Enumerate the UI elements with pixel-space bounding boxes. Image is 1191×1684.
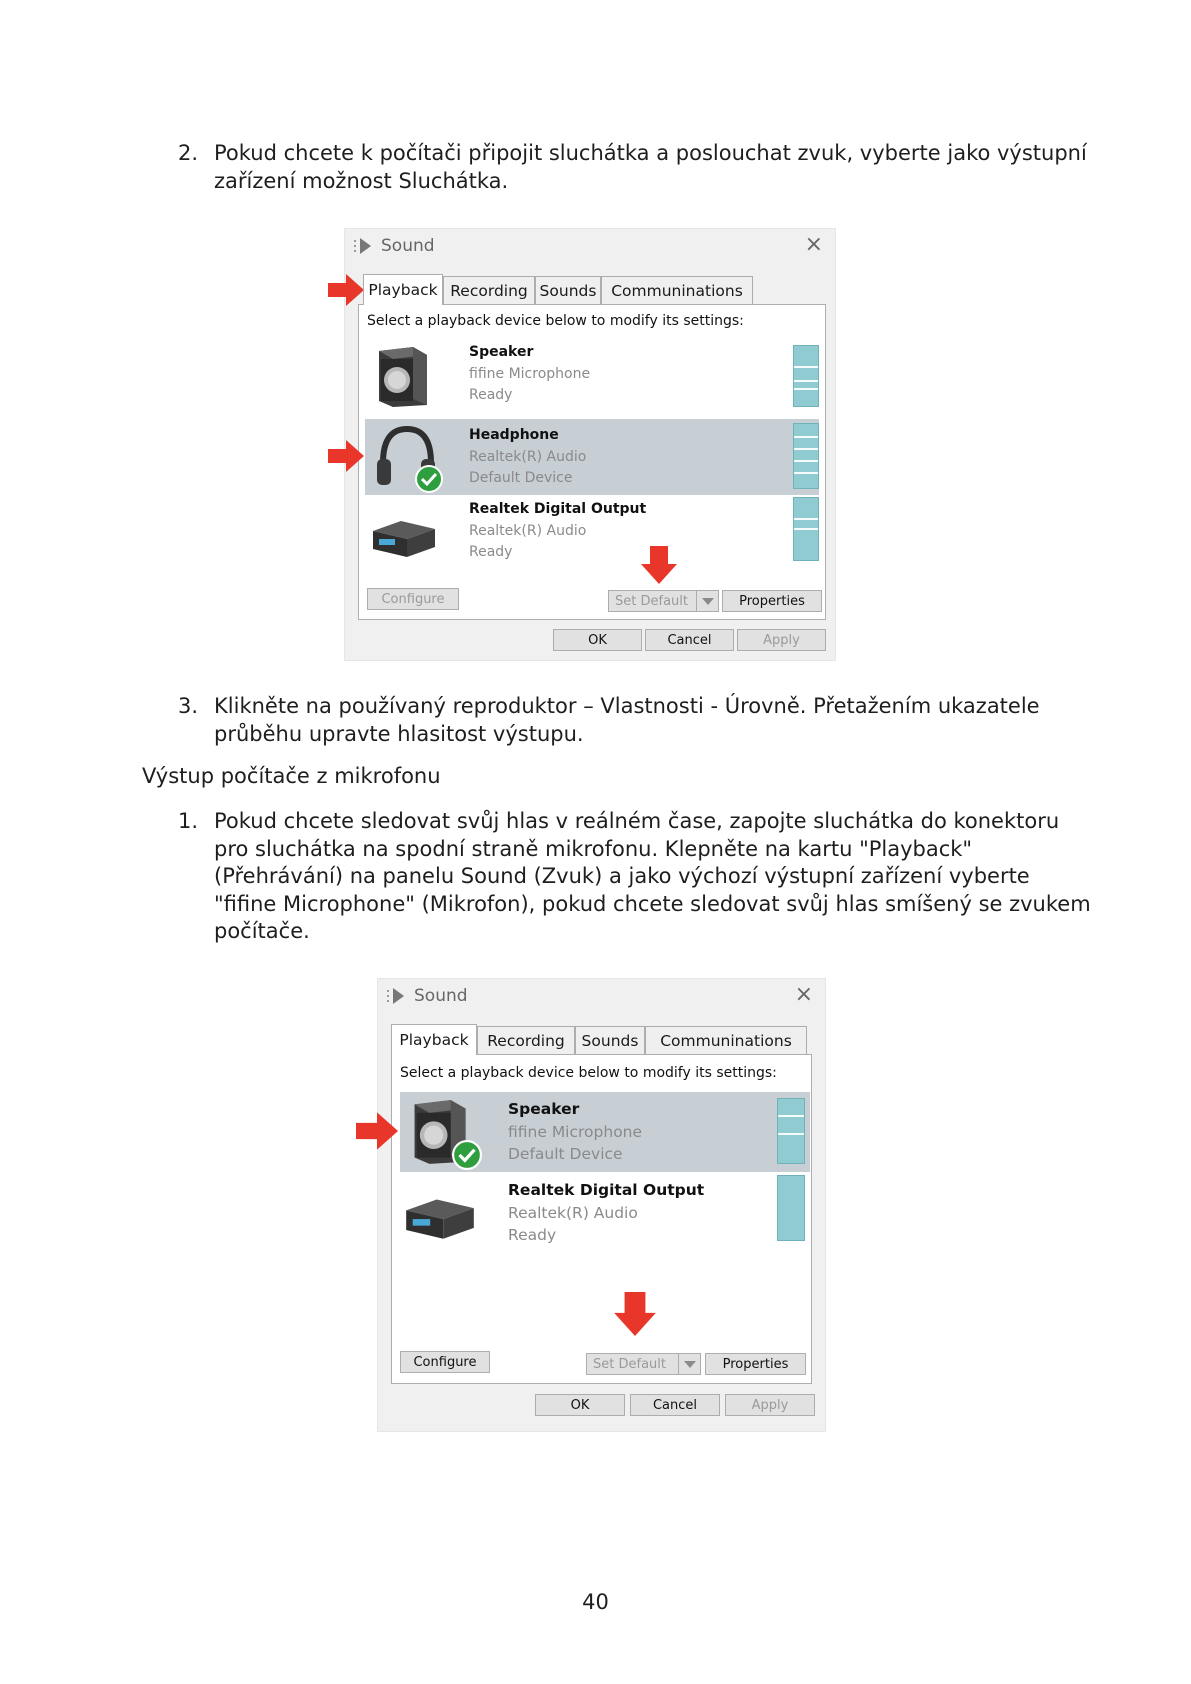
set-default-button[interactable]: [608, 590, 719, 612]
step-text-line: průběhu upravte hlasitost výstupu.: [214, 721, 584, 746]
sound-dialog-headphone: [344, 228, 836, 661]
device-status: Ready: [469, 544, 513, 560]
device-name: Realtek Digital Output: [469, 501, 647, 517]
sound-icon: [386, 986, 408, 1006]
tab-sounds[interactable]: Sounds: [575, 1026, 645, 1054]
default-check-icon: [415, 465, 443, 497]
arrow-down-icon: [641, 546, 677, 584]
arrow-right-icon: [328, 274, 364, 306]
device-row-digital-output[interactable]: [365, 499, 819, 575]
dialog-title: Sound: [381, 236, 435, 256]
device-name: Speaker: [508, 1100, 580, 1118]
device-name: Realtek Digital Output: [508, 1181, 705, 1199]
device-status: Ready: [469, 387, 513, 403]
set-default-label: Set Default: [615, 593, 688, 609]
cancel-button[interactable]: Cancel: [645, 629, 734, 651]
playback-panel: [358, 304, 826, 620]
sound-icon: [353, 236, 375, 256]
chevron-down-icon[interactable]: [678, 1354, 700, 1374]
device-status: Ready: [508, 1226, 557, 1244]
playback-panel: [391, 1054, 812, 1384]
step-number: 3.: [178, 694, 199, 718]
properties-button[interactable]: Properties: [705, 1353, 806, 1375]
set-default-button[interactable]: [586, 1353, 701, 1375]
device-name: Headphone: [469, 427, 559, 443]
volume-meter: [777, 1098, 805, 1164]
speaker-icon: [373, 345, 431, 413]
tab-sounds[interactable]: Sounds: [535, 276, 601, 304]
digital-output-icon: [371, 517, 437, 563]
device-name: Speaker: [469, 344, 534, 360]
chevron-down-icon[interactable]: [696, 591, 718, 611]
volume-meter: [793, 423, 819, 489]
device-row-headphone[interactable]: [365, 419, 819, 495]
arrow-right-icon: [356, 1112, 398, 1150]
step-text-line: pro sluchátka na spodní straně mikrofonu. Klepněte na kartu "Playback": [214, 836, 973, 861]
panel-instruction: Select a playback device below to modify its settings:: [367, 313, 744, 329]
dialog-title-bar: [353, 234, 435, 258]
device-driver: fifine Microphone: [508, 1123, 643, 1141]
step-number: 2.: [178, 141, 199, 165]
ok-button[interactable]: OK: [553, 629, 642, 651]
apply-button[interactable]: Apply: [725, 1394, 815, 1416]
cancel-button[interactable]: Cancel: [630, 1394, 720, 1416]
page-number: 40: [582, 1590, 609, 1614]
device-row-digital-output[interactable]: [400, 1175, 810, 1255]
device-status: Default Device: [469, 470, 573, 486]
default-check-icon: [452, 1140, 482, 1174]
device-driver: Realtek(R) Audio: [469, 523, 587, 539]
close-icon[interactable]: ×: [804, 232, 823, 257]
sound-dialog-speaker: [377, 978, 826, 1432]
device-status: Default Device: [508, 1145, 623, 1163]
panel-instruction: Select a playback device below to modify its settings:: [400, 1065, 777, 1081]
volume-meter: [777, 1175, 805, 1241]
tab-communications[interactable]: Communinations: [645, 1026, 807, 1054]
step-number: 1.: [178, 809, 199, 833]
step-text-line: počítače.: [214, 919, 310, 943]
step-text-line: zařízení možnost Sluchátka.: [214, 168, 509, 193]
device-row-speaker[interactable]: [365, 339, 819, 415]
device-row-speaker[interactable]: [400, 1092, 810, 1172]
step-text-line: "fifine Microphone" (Mikrofon), pokud chcete sledovat svůj hlas smíšený se zvukem: [214, 891, 1091, 916]
arrow-right-icon: [328, 440, 364, 472]
properties-button[interactable]: Properties: [722, 590, 822, 612]
step-text-line: Klikněte na používaný reproduktor – Vlastnosti - Úrovně. Přetažením ukazatele: [214, 694, 1040, 718]
tab-recording[interactable]: Recording: [477, 1026, 575, 1054]
step-text-line: (Přehrávání) na panelu Sound (Zvuk) a jako výchozí výstupní zařízení vyberte: [214, 864, 1030, 888]
configure-button[interactable]: Configure: [367, 588, 459, 610]
digital-output-icon: [404, 1195, 476, 1245]
device-driver: Realtek(R) Audio: [508, 1204, 638, 1222]
configure-button[interactable]: Configure: [400, 1351, 490, 1373]
close-icon[interactable]: ×: [794, 982, 813, 1007]
tab-playback[interactable]: Playback: [363, 274, 443, 305]
volume-meter: [793, 345, 819, 407]
device-driver: fifine Microphone: [469, 366, 591, 382]
tab-recording[interactable]: Recording: [443, 276, 535, 304]
set-default-label: Set Default: [593, 1356, 666, 1372]
step-text-line: Pokud chcete sledovat svůj hlas v reálném čase, zapojte sluchátka do konektoru: [214, 809, 1060, 833]
step-text-line: Pokud chcete k počítači připojit sluchátka a poslouchat zvuk, vyberte jako výstupní: [214, 141, 1087, 165]
tab-communications[interactable]: Communinations: [601, 276, 753, 304]
arrow-down-icon: [614, 1292, 656, 1336]
device-driver: Realtek(R) Audio: [469, 449, 587, 465]
apply-button[interactable]: Apply: [737, 629, 826, 651]
ok-button[interactable]: OK: [535, 1394, 625, 1416]
section-heading: Výstup počítače z mikrofonu: [142, 764, 441, 788]
tab-playback[interactable]: Playback: [391, 1024, 477, 1055]
dialog-title-bar: [386, 984, 468, 1008]
volume-meter: [793, 497, 819, 561]
dialog-title: Sound: [414, 986, 468, 1006]
